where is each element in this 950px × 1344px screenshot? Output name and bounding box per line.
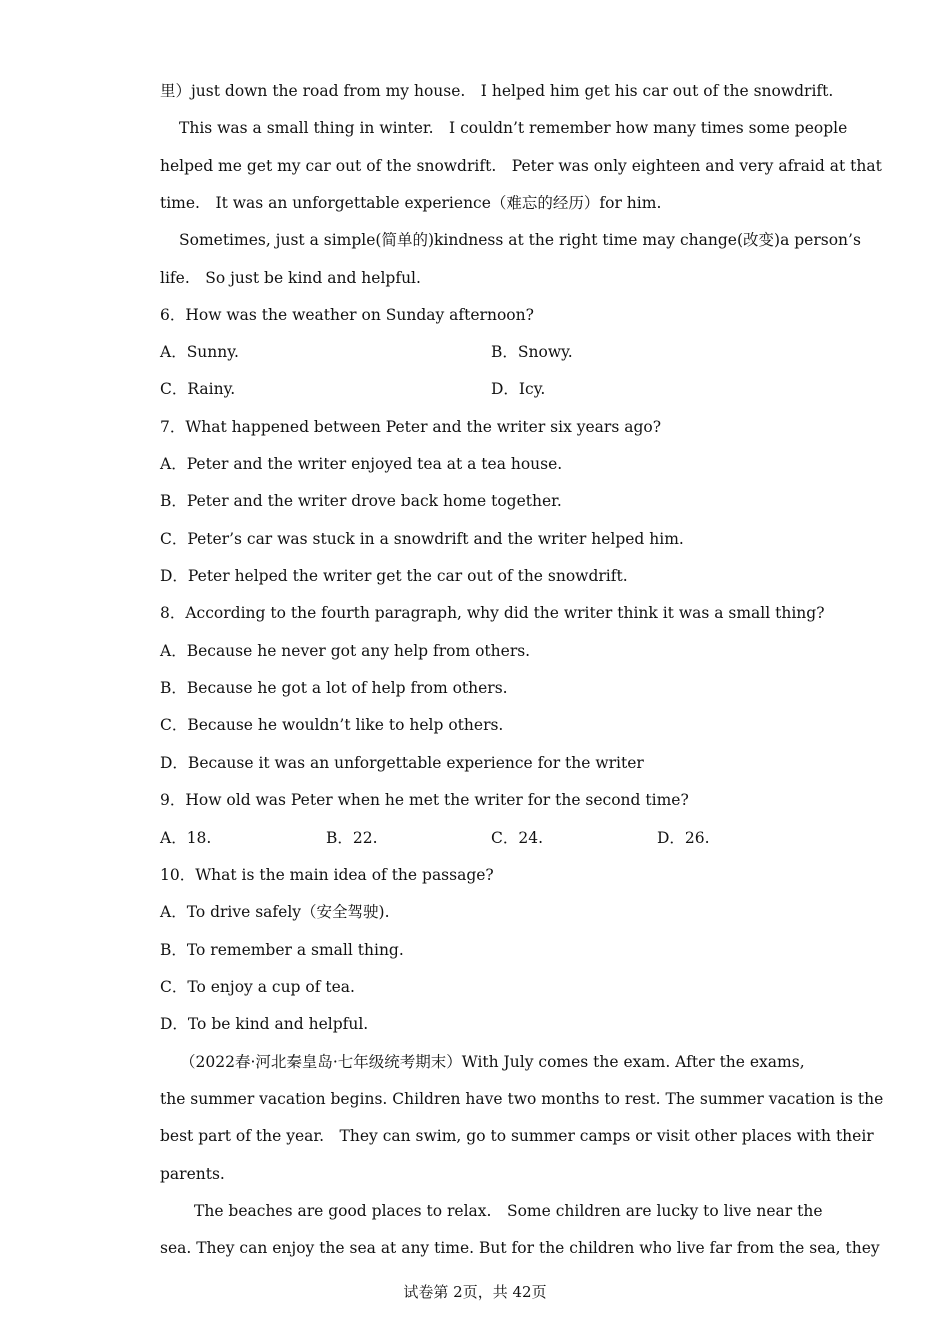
question-9-stem: 9．How old was Peter when he met the writer for the second time? <box>160 791 689 809</box>
question-6-option-c[interactable]: C．Rainy. <box>160 380 236 398</box>
question-10-option-c[interactable]: C．To enjoy a cup of tea. <box>160 978 355 996</box>
next-passage-line: best part of the year. They can swim, go to summer camps or visit other places with their <box>160 1127 874 1145</box>
question-10-option-b[interactable]: B．To remember a small thing. <box>160 941 404 959</box>
passage-line: Sometimes, just a simple(简单的)kindness at the right time may change(改变)a person’s <box>179 231 861 249</box>
question-8-option-d[interactable]: D．Because it was an unforgettable experience for the writer <box>160 754 644 772</box>
passage-line: helped me get my car out of the snowdrift. Peter was only eighteen and very afraid at that <box>160 157 882 175</box>
question-8-stem: 8．According to the fourth paragraph, why did the writer think it was a small thing? <box>160 604 825 622</box>
passage-line: time. It was an unforgettable experience（难忘的经历）for him. <box>160 194 662 212</box>
question-10-stem: 10．What is the main idea of the passage? <box>160 866 494 884</box>
question-8-option-a[interactable]: A．Because he never got any help from others. <box>160 642 531 660</box>
question-7-option-b[interactable]: B．Peter and the writer drove back home together. <box>160 492 562 510</box>
question-6-stem: 6．How was the weather on Sunday afternoon? <box>160 306 534 324</box>
question-10-option-a[interactable]: A．To drive safely（安全驾驶). <box>160 903 390 921</box>
question-8-option-b[interactable]: B．Because he got a lot of help from others. <box>160 679 508 697</box>
question-9-option-d[interactable]: D．26. <box>657 829 710 847</box>
next-passage-line: The beaches are good places to relax. Some children are lucky to live near the <box>194 1202 823 1220</box>
question-7-option-c[interactable]: C．Peter’s car was stuck in a snowdrift and the writer helped him. <box>160 530 684 548</box>
next-passage-line: parents. <box>160 1165 225 1183</box>
question-9-option-c[interactable]: C．24. <box>491 829 544 847</box>
question-7-stem: 7．What happened between Peter and the writer six years ago? <box>160 418 662 436</box>
question-6-option-a[interactable]: A．Sunny. <box>160 343 239 361</box>
question-6-option-b[interactable]: B．Snowy. <box>491 343 573 361</box>
question-6-option-d[interactable]: D．Icy. <box>491 380 546 398</box>
passage-line: life. So just be kind and helpful. <box>160 269 421 287</box>
next-passage-line: the summer vacation begins. Children have two months to rest. The summer vacation is the <box>160 1090 884 1108</box>
question-10-option-d[interactable]: D．To be kind and helpful. <box>160 1015 369 1033</box>
question-9-option-a[interactable]: A．18. <box>160 829 212 847</box>
question-9-option-b[interactable]: B．22. <box>326 829 378 847</box>
page-footer: 试卷第 2页，共 42页 <box>403 1283 547 1301</box>
passage-line: This was a small thing in winter. I couldn’t remember how many times some people <box>179 119 848 137</box>
next-passage-line: sea. They can enjoy the sea at any time. But for the children who live far from the sea, they <box>160 1239 880 1257</box>
passage-line: 里）just down the road from my house. I helped him get his car out of the snowdrift. <box>160 82 834 100</box>
question-7-option-a[interactable]: A．Peter and the writer enjoyed tea at a tea house. <box>160 455 563 473</box>
next-passage-line: （2022春·河北秦皇岛·七年级统考期末）With July comes the exam. After the exams, <box>180 1053 805 1071</box>
question-8-option-c[interactable]: C．Because he wouldn’t like to help others. <box>160 716 504 734</box>
question-7-option-d[interactable]: D．Peter helped the writer get the car out of the snowdrift. <box>160 567 628 585</box>
